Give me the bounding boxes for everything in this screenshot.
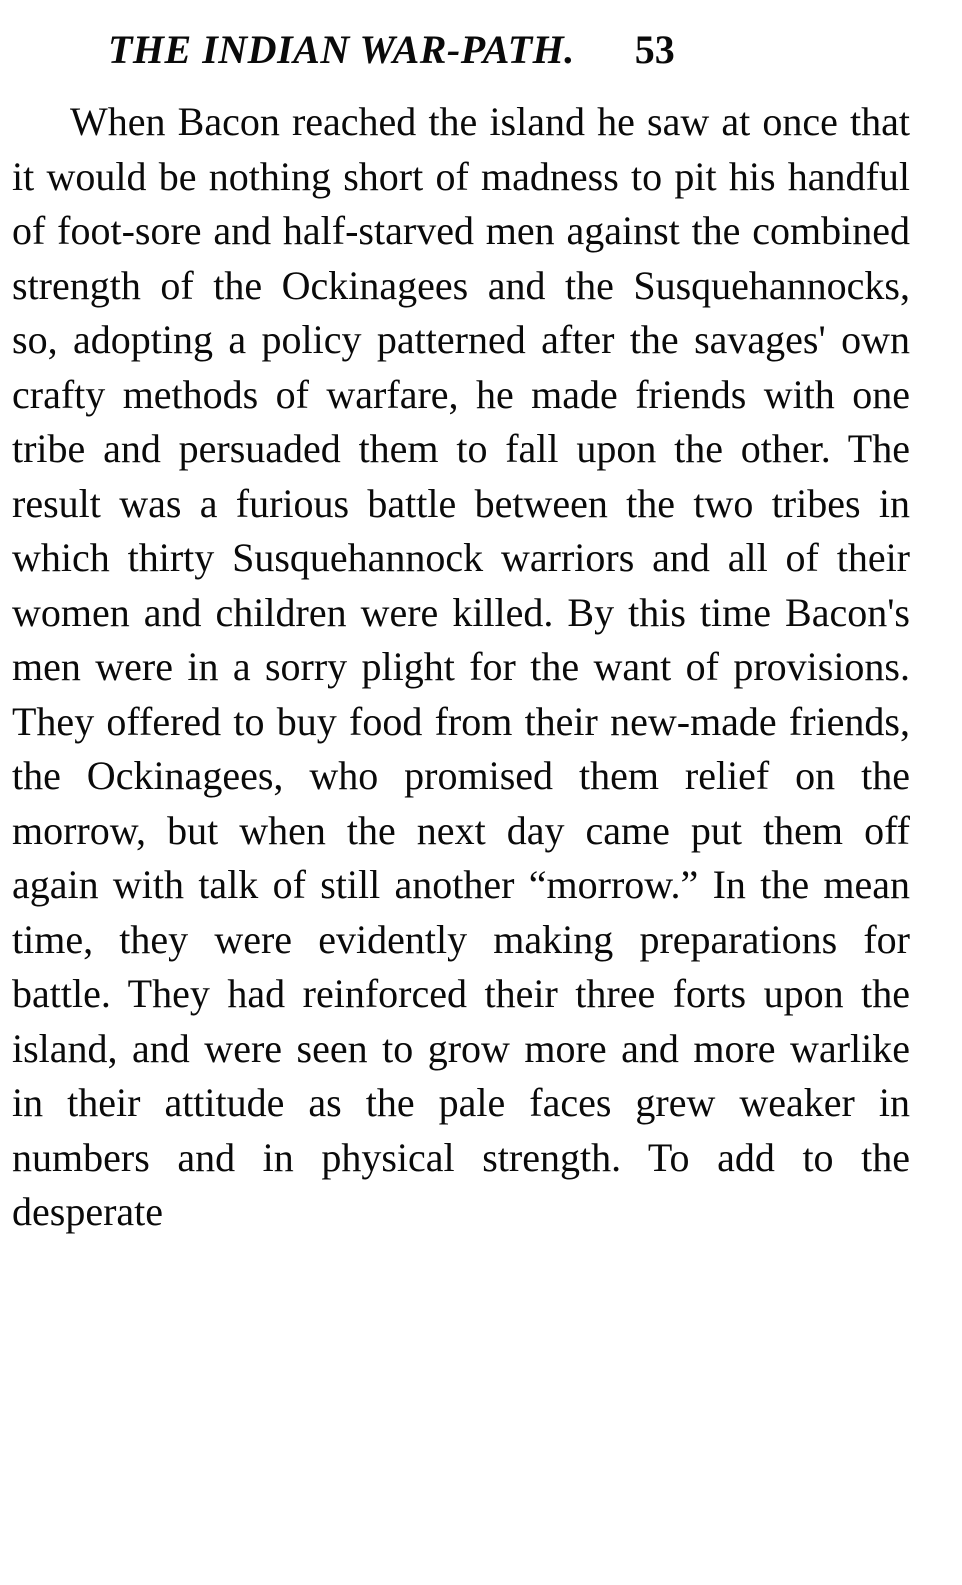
book-page (0, 26, 962, 1585)
paragraph: When Bacon reached the island he saw at once that it would be nothing short of madness to pit his handful of foot-sore and half-starved men against the combined strength of the Ockinagees and the Susquehannocks, so, adopting a policy patterned after the savages' own crafty methods of warfare, he made friends with one tribe and persuaded them to fall upon the other. The result was a furious battle between the two tribes in which thirty Susquehannock warriors and all of their women and children were killed. By this time Bacon's men were in a sorry plight for the want of provisions. They offered to buy food from their new-made friends, the Ockinagees, who promised them relief on the morrow, but when the next day came put them off again with talk of still another “morrow.” In the mean time, they were evidently making preparations for battle. They had reinforced their three forts upon the island, and were seen to grow more and more warlike in their attitude as the pale faces grew weaker in numbers and in physical strength. To add to the desperate (12, 99, 910, 1234)
running-head-title: THE INDIAN WAR-PATH. (108, 27, 575, 72)
page-number: 53 (634, 27, 675, 72)
running-head (0, 26, 962, 73)
body-text (0, 95, 962, 1294)
